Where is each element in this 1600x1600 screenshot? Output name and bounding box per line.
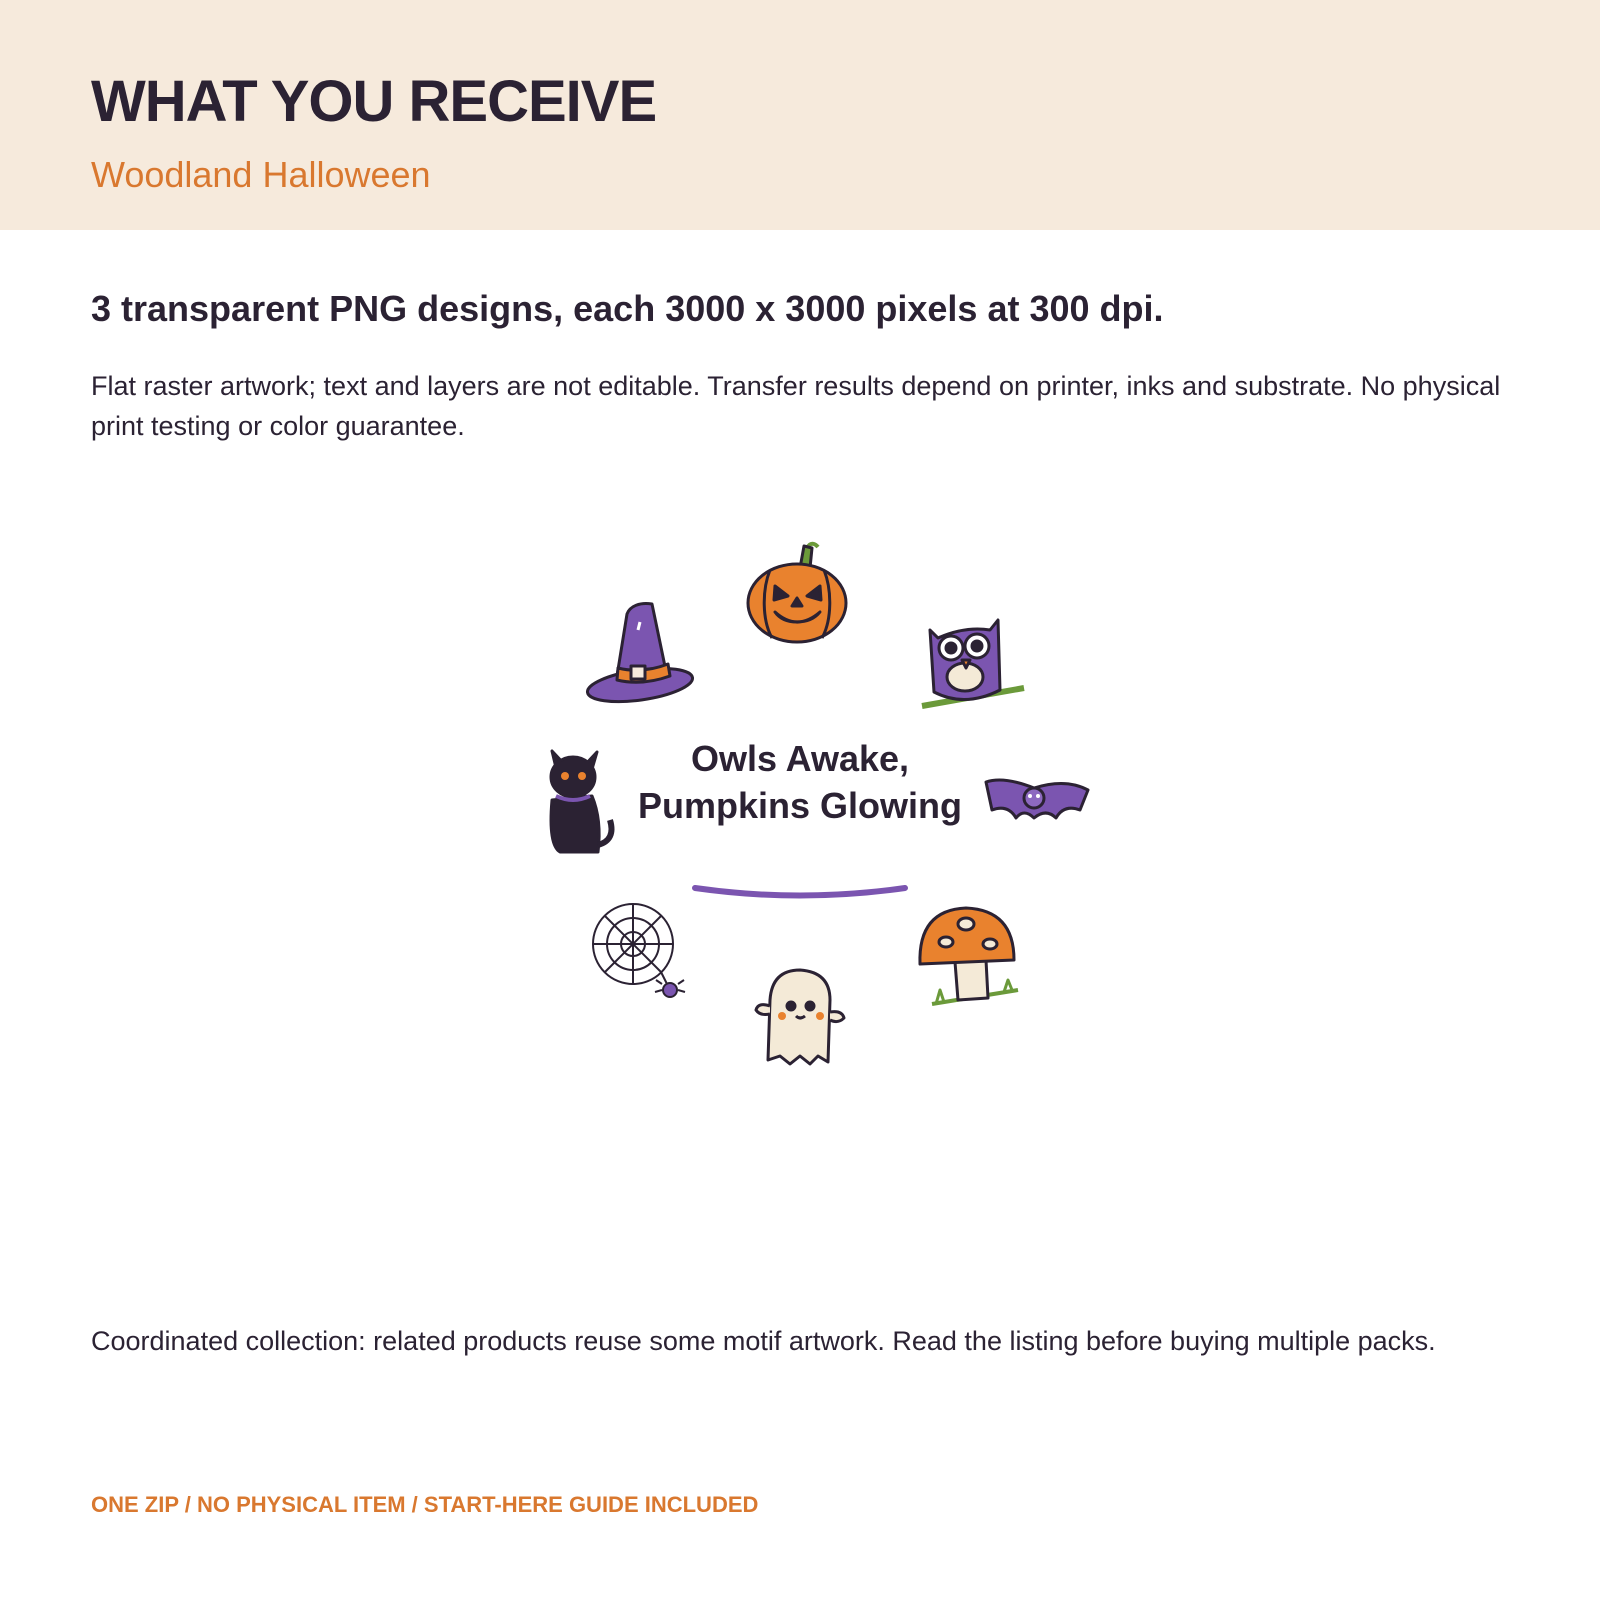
header-banner [0,0,1600,230]
spider-web-icon [593,904,685,997]
motif-line-2: Pumpkins Glowing [637,785,963,826]
page-subtitle: Woodland Halloween [91,154,431,195]
product-headline: 3 transparent PNG designs, each 3000 x 3000 pixels at 300 dpi. [91,288,1164,329]
motif-line-1: Owls Awake, [690,738,910,779]
owl-icon [922,620,1024,706]
mushroom-icon [920,908,1018,1004]
product-description: Flat raster artwork; text and layers are not editable. Transfer results depend on printer, inks and substrate. No physical print testing or color guarantee. [91,371,1501,441]
pumpkin-icon [748,544,846,642]
black-cat-icon [551,751,612,852]
footer-tagline: ONE ZIP / NO PHYSICAL ITEM / START-HERE GUIDE INCLUDED [91,1492,759,1517]
motif-text [630,735,970,829]
page-title: WHAT YOU RECEIVE [91,69,657,134]
collection-note: Coordinated collection: related products reuse some motif artwork. Read the listing before buying multiple packs. [91,1326,1436,1356]
ghost-icon [756,970,844,1064]
bat-icon [986,780,1088,818]
witch-hat-icon [585,603,694,707]
decorative-arc [695,888,905,896]
